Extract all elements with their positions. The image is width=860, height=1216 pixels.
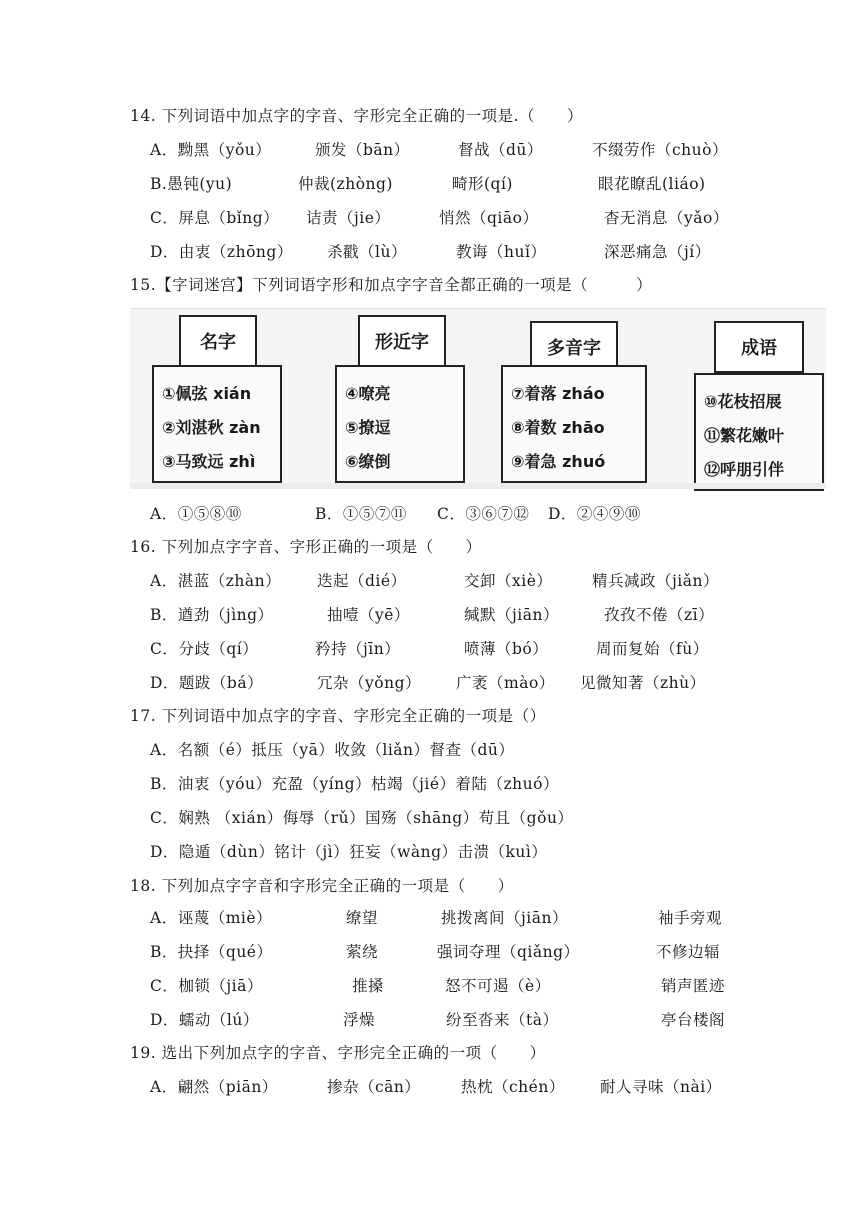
q15-option-b: B．①⑤⑦⑪: [315, 505, 407, 523]
q14-d-3: 教诲（huǐ）: [456, 243, 547, 261]
q17-option-c: C．娴熟 （xián）侮辱（rǔ）国殇（shāng）苟且（gǒu）: [150, 809, 574, 827]
q16-b-1: B．遒劲（jìng）: [150, 606, 274, 624]
q14-a-1: A．黝黑（yǒu）: [150, 141, 272, 159]
figure-item: ③马致远 zhì: [162, 452, 256, 471]
q16-stem: 16. 下列加点字字音、字形正确的一项是（ ）: [130, 538, 482, 556]
q14-b-2: 仲裁(zhòng): [298, 175, 393, 193]
q18-b-1: B．抉择（qué）: [150, 943, 273, 961]
q18-c-3: 怒不可遏（è）: [445, 977, 551, 995]
figure-item: ⑪繁花嫩叶: [704, 426, 785, 445]
q18-a-4: 袖手旁观: [658, 909, 723, 927]
q18-d-2: 浮燥: [343, 1011, 376, 1029]
q16-c-4: 周而复始（fù）: [596, 640, 709, 658]
q18-stem: 18. 下列加点字字音和字形完全正确的一项是（ ）: [130, 877, 514, 895]
q17-option-a: A．名额（é）抵压（yā）收敛（liǎn）督查（dū）: [150, 741, 515, 759]
q17-option-b: B．油衷（yóu）充盈（yíng）枯竭（jié）着陆（zhuó）: [150, 775, 559, 793]
q15-stem: 15.【字词迷宫】下列词语字形和加点字字音全都正确的一项是（ ）: [130, 276, 653, 294]
q17-stem: 17. 下列词语中加点字的字音、字形完全正确的一项是（）: [130, 707, 546, 725]
figure-box-names: [152, 365, 282, 483]
q19-stem: 19. 选出下列加点字的字音、字形完全正确的一项（ ）: [130, 1044, 546, 1062]
q14-d-4: 深恶痛急（jí）: [604, 243, 711, 261]
figure-header-polyphone: 多音字: [530, 321, 618, 373]
q18-b-4: 不修边辐: [656, 943, 721, 961]
q19-a-2: 掺杂（cān）: [327, 1078, 421, 1096]
q15-option-a: A．①⑤⑧⑩: [150, 505, 242, 523]
q16-d-1: D．题跋（bá）: [150, 674, 264, 692]
figure-header-similar: 形近字: [358, 315, 446, 367]
q16-b-3: 缄默（jiān）: [464, 606, 559, 624]
q14-c-4: 杳无消息（yǎo）: [604, 209, 729, 227]
figure-item: ⑩花枝招展: [704, 392, 782, 411]
q16-d-4: 见微知著（zhù）: [580, 674, 706, 692]
q14-stem: 14. 下列词语中加点字的字音、字形完全正确的一项是.（ ）: [130, 107, 584, 125]
q18-d-3: 纷至沓来（tà）: [446, 1011, 559, 1029]
q18-d-1: D．蠕动（lú）: [150, 1011, 259, 1029]
figure-item: ⑤撩逗: [345, 418, 391, 437]
q14-c-1: C．屏息（bǐng）: [150, 209, 280, 227]
q14-a-4: 不缀劳作（chuò）: [592, 141, 728, 159]
q18-a-3: 挑拨离间（jiān）: [441, 909, 568, 927]
q16-c-1: C．分歧（qí）: [150, 640, 259, 658]
q17-option-d: D．隐遁（dùn）铭计（jì）狂妄（wàng）击溃（kuì）: [150, 843, 548, 861]
q18-c-1: C．枷锁（jiā）: [150, 977, 263, 995]
q19-a-3: 热枕（chén）: [461, 1078, 565, 1096]
figure-box-similar: [335, 365, 465, 483]
q14-b-4: 眼花瞭乱(liáo): [598, 175, 706, 193]
q16-d-3: 广袤（mào）: [456, 674, 555, 692]
q19-a-4: 耐人寻味（nài）: [600, 1078, 722, 1096]
figure-box-idioms: [694, 373, 824, 491]
q14-d-1: D．由衷（zhōng）: [150, 243, 293, 261]
q15-option-c: C．③⑥⑦⑫: [437, 505, 530, 523]
figure-item: ①佩弦 xián: [162, 384, 252, 403]
q19-a-1: A．翩然（piān）: [150, 1078, 278, 1096]
q14-b-3: 畸形(qí): [452, 175, 513, 193]
q16-a-2: 迭起（dié）: [317, 572, 407, 590]
q16-c-3: 喷薄（bó）: [464, 640, 549, 658]
q16-a-1: A．湛蓝（zhàn）: [150, 572, 282, 590]
figure-header-idioms: 成语: [714, 321, 804, 373]
q18-b-3: 强词夺理（qiǎng）: [437, 943, 580, 961]
q18-b-2: 萦绕: [346, 943, 379, 961]
figure-item: ⑫呼朋引伴: [704, 460, 785, 479]
figure-item: ⑧着数 zhāo: [511, 418, 605, 437]
q16-c-2: 矜持（jīn）: [315, 640, 401, 658]
q15-figure: [130, 308, 826, 489]
q16-b-4: 孜孜不倦（zī）: [604, 606, 715, 624]
q16-d-2: 冗杂（yǒng）: [317, 674, 421, 692]
q14-d-2: 杀戳（lù）: [327, 243, 407, 261]
q18-c-4: 销声匿迹: [661, 977, 726, 995]
q14-c-2: 诘责（jie）: [306, 209, 391, 227]
figure-item: ④嘹亮: [345, 384, 391, 403]
figure-item: ⑨着急 zhuó: [511, 452, 606, 471]
q18-c-2: 推搡: [352, 977, 385, 995]
q14-b-1: B.愚钝(yu): [150, 175, 233, 193]
q14-a-3: 督战（dū）: [458, 141, 543, 159]
q16-a-3: 交卸（xiè）: [464, 572, 553, 590]
q14-c-3: 悄然（qiāo）: [439, 209, 539, 227]
q18-a-2: 缭望: [346, 909, 379, 927]
q18-d-4: 亭台楼阁: [661, 1011, 726, 1029]
q16-b-2: 抽噎（yē）: [327, 606, 410, 624]
figure-scan-edge: [130, 483, 826, 489]
figure-header-names: 名字: [179, 315, 257, 367]
figure-box-polyphone: [501, 365, 647, 483]
q18-a-1: A．诬蔑（miè）: [150, 909, 273, 927]
q14-a-2: 颁发（bān）: [315, 141, 410, 159]
figure-item: ②刘湛秋 zàn: [162, 418, 261, 437]
q15-option-d: D．②④⑨⑩: [548, 505, 641, 523]
figure-item: ⑦着落 zháo: [511, 384, 605, 403]
figure-item: ⑥缭倒: [345, 452, 391, 471]
q16-a-4: 精兵减政（jiǎn）: [592, 572, 719, 590]
